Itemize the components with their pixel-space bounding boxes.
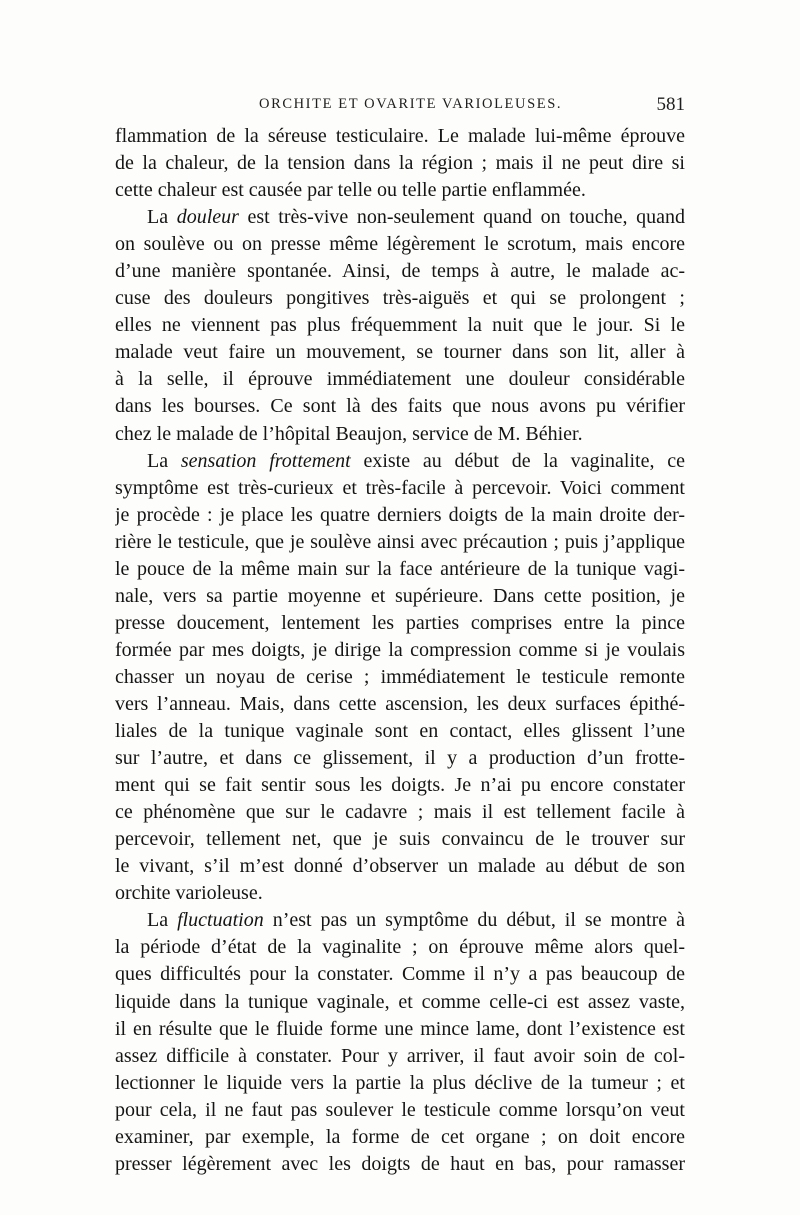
text-segment: La	[147, 909, 178, 932]
text-segment: liales de la tunique vaginale sont en contact, elles glissent l’une	[115, 720, 685, 743]
italic-term: fluctuation	[177, 909, 264, 932]
text-line	[115, 421, 685, 448]
text-segment: d’une manière spontanée. Ainsi, de temps à autre, le malade ac-	[115, 260, 685, 283]
text-segment: liquide dans la tunique vaginale, et comme celle-ci est assez vaste,	[115, 990, 685, 1013]
page-number: 581	[656, 94, 685, 115]
text-line	[115, 204, 685, 231]
text-segment: cuse des douleurs pongitives très-aiguës et qui se prolongent ;	[115, 287, 685, 310]
text-segment: rière le testicule, que je soulève ainsi avec précaution ; puis j’applique	[115, 530, 685, 553]
text-line	[115, 907, 685, 934]
text-line	[115, 745, 685, 772]
italic-term: sensation frottement	[180, 449, 351, 472]
text-segment: presser légèrement avec les doigts de haut en bas, pour ramasser	[115, 1152, 685, 1175]
text-segment: la période d’état de la vaginalite ; on éprouve même alors quel-	[115, 936, 685, 959]
text-segment: examiner, par exemple, la forme de cet organe ; on doit encore	[115, 1125, 685, 1148]
text-segment: il en résulte que le fluide forme une mince lame, dont l’existence est	[115, 1017, 685, 1040]
italic-term: douleur	[176, 206, 239, 229]
text-line	[115, 177, 685, 204]
text-segment: vers l’anneau. Mais, dans cette ascension, les deux surfaces épithé-	[115, 692, 685, 715]
text-line	[115, 448, 685, 475]
text-line	[115, 393, 685, 420]
text-segment: je procède : je place les quatre derniers doigts de la main droite der-	[115, 503, 685, 526]
text-segment: le pouce de la même main sur la face antérieure de la tunique vagi-	[115, 557, 685, 580]
text-segment: malade veut faire un mouvement, se tourner dans son lit, aller à	[115, 341, 685, 364]
text-line	[115, 150, 685, 177]
text-line	[115, 339, 685, 366]
text-line	[115, 258, 685, 285]
text-segment: à la selle, il éprouve immédiatement une douleur considérable	[115, 368, 685, 391]
text-line	[115, 799, 685, 826]
text-segment: ce phénomène que sur le cadavre ; mais il est tellement facile à	[115, 801, 685, 824]
text-line	[115, 772, 685, 799]
text-segment: est très-vive non-seulement quand on touche, quand	[238, 206, 685, 229]
text-segment: pour cela, il ne faut pas soulever le testicule comme lorsqu’on veut	[115, 1098, 685, 1121]
text-segment: chez le malade de l’hôpital Beaujon, service de M. Béhier.	[115, 422, 583, 445]
text-segment: sur l’autre, et dans ce glissement, il y a production d’un frotte-	[115, 747, 685, 770]
text-segment: chasser un noyau de cerise ; immédiatement le testicule remonte	[115, 665, 685, 688]
text-line	[115, 961, 685, 988]
text-line	[115, 664, 685, 691]
text-line	[115, 934, 685, 961]
text-line	[115, 475, 685, 502]
running-title: ORCHITE ET OVARITE VARIOLEUSES.	[259, 96, 563, 112]
text-line	[115, 366, 685, 393]
text-line	[115, 1151, 685, 1178]
text-segment: La	[147, 449, 181, 472]
page-header	[115, 94, 685, 118]
text-line	[115, 556, 685, 583]
text-line	[115, 502, 685, 529]
text-segment: dans les bourses. Ce sont là des faits que nous avons pu vérifier	[115, 395, 685, 418]
text-segment: nale, vers sa partie moyenne et supérieure. Dans cette position, je	[115, 584, 685, 607]
text-line	[115, 583, 685, 610]
text-segment: cette chaleur est causée par telle ou telle partie enflammée.	[115, 179, 586, 202]
text-line	[115, 826, 685, 853]
text-segment: on soulève ou on presse même légèrement le scrotum, mais encore	[115, 233, 685, 256]
text-line	[115, 1016, 685, 1043]
text-line	[115, 123, 685, 150]
text-line	[115, 1097, 685, 1124]
text-line	[115, 880, 685, 907]
text-line	[115, 312, 685, 339]
text-segment: existe au début de la vaginalite, ce	[350, 449, 685, 472]
text-line	[115, 691, 685, 718]
text-line	[115, 853, 685, 880]
text-segment: de la chaleur, de la tension dans la région ; mais il ne peut dire si	[115, 152, 685, 175]
text-segment: assez difficile à constater. Pour y arriver, il faut avoir soin de col-	[115, 1044, 685, 1067]
text-segment: percevoir, tellement net, que je suis convaincu de le trouver sur	[115, 828, 685, 851]
text-line	[115, 718, 685, 745]
text-line	[115, 1124, 685, 1151]
text-segment: presse doucement, lentement les parties comprises entre la pince	[115, 611, 685, 634]
text-line	[115, 231, 685, 258]
text-line	[115, 989, 685, 1016]
text-line	[115, 285, 685, 312]
text-segment: elles ne viennent pas plus fréquemment la nuit que le jour. Si le	[115, 314, 685, 337]
text-segment: n’est pas un symptôme du début, il se montre à	[263, 909, 685, 932]
text-line	[115, 610, 685, 637]
text-segment: lectionner le liquide vers la partie la plus déclive de la tumeur ; et	[115, 1071, 685, 1094]
text-segment: formée par mes doigts, je dirige la compression comme si je voulais	[115, 638, 685, 661]
body-text	[115, 123, 685, 1178]
text-segment: flammation de la séreuse testiculaire. Le malade lui-même éprouve	[115, 125, 685, 147]
text-line	[115, 637, 685, 664]
text-segment: symptôme est très-curieux et très-facile à percevoir. Voici comment	[115, 476, 685, 499]
text-line	[115, 1070, 685, 1097]
text-line	[115, 1043, 685, 1070]
text-segment: le vivant, s’il m’est donné d’observer un malade au début de son	[115, 855, 685, 878]
text-segment: ques difficultés pour la constater. Comme il n’y a pas beaucoup de	[115, 963, 685, 986]
text-segment: orchite varioleuse.	[115, 882, 263, 905]
text-segment: La	[147, 206, 177, 229]
text-segment: ment qui se fait sentir sous les doigts. Je n’ai pu encore constater	[115, 774, 685, 797]
text-line	[115, 529, 685, 556]
